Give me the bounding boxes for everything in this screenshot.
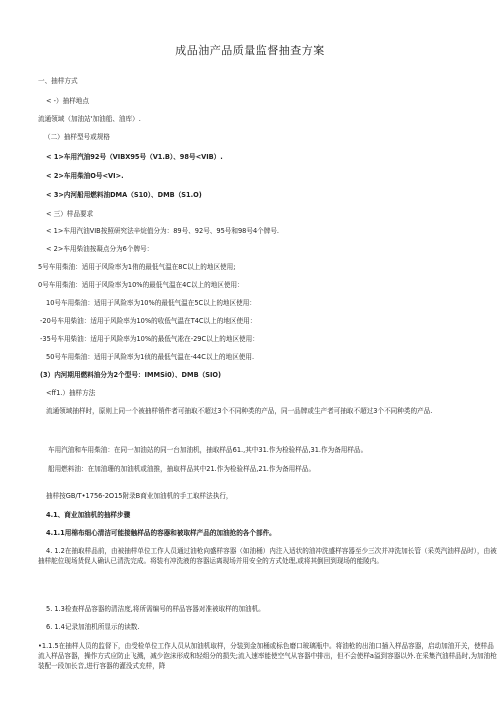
paragraph-line: 车用汽油和车用柴油：在同一加油站的同一台加油机，抽取样品61.,其中31.作为检验样品,31.作为备用样品。 (48, 446, 368, 454)
paragraph: 流通领域抽样时，原则上同一个被抽样销件者可抽取不超过3个不同种类的产品，同一品牌或生产者可抽取不超过3个不同种类的产品. (46, 407, 433, 415)
subheading-sampling-location: < -）抽样地点 (46, 97, 89, 105)
paragraph-line: 10号车用柴油：适用于风险率为10%的最低气温在5C以上的地区使用： (46, 299, 256, 307)
list-item: 4.1.1用棉布细心清洁可能接触样品的容器和被取样产品的加油抢的各个部件。 (46, 529, 276, 537)
list-item: 5. 1.3检查样品容器的清洁度,将所需编号的样品容器对准被取样的加油机。 (46, 605, 265, 613)
subheading-sampling-procedure: <ff1.）抽样方法 (46, 389, 96, 397)
paragraph-line: -35号车用柴油：适用于风险率为10%的最低气凇在-29C以上的地区使用： (40, 335, 259, 343)
paragraph-line: 0号车用柴油：适用于风险率为10%的最低气温在4C以上的地区使用： (38, 281, 244, 289)
list-item: 6. 1.4记录加油机所显示的读数. (46, 623, 140, 631)
list-item: < 2>车用柴油按凝点分为6个牌号： (46, 245, 154, 253)
document-title: 成品油产品质量监督抽查方案 (175, 44, 325, 57)
list-item: < 2>车用柴油O号<VI>. (46, 172, 124, 180)
paragraph-line: -20号车用柴油：适用于风险率为10%的收低气温在T4C以上的地区使用： (40, 317, 257, 325)
list-item: < 3>内河船用燃料油DMA（S10）、DMB（S1.O) (46, 191, 202, 199)
paragraph-line: 流通领域（加油站'加油船、油库）. (38, 115, 141, 123)
section-heading-sampling-method: 一、抽样方式 (38, 77, 78, 85)
paragraph-line: 50号车用柴油：适用于风险率为1侦的最低气温在-44C以上的地区使用. (46, 353, 255, 361)
list-item: (3）内河期用燃料油分为2个型号：IMMSi0）、DMB（SIO) (40, 371, 222, 379)
list-item: < 1>车用汽油VIB按照研究法辛烷值分为：89号、92号、95号和98号4个牌号. (46, 227, 280, 235)
subheading-sample-requirements: < 三）样品要求 (46, 210, 94, 218)
subheading-commercial-dispenser: 4.1、商业加油机的抽样步骤 (46, 511, 131, 519)
subheading-sample-models: （二）抽样型号或规格 (44, 133, 110, 141)
list-item: < 1>车用汽油92号（VIBX95号（V1.B）、98号<VIB）. (46, 153, 223, 161)
paragraph-line: 5号车用柴油：适用于风险率为1侑的最低气温在8C以上的地区使用; (38, 263, 236, 271)
paragraph-line: 抽样按GB/T•1756-2O15附录B商业加油机的手工取样法执行， (46, 492, 233, 500)
paragraph: •1.1.5在抽样人员的监督下，由受检单位工作人员从加油机取样，分装到金加桶或标色磨口玻璃瓶中。将油枪的出油口插入样品容器，启动加油开关，使样品流入样品容器，操作方式应防止飞溅，减少泡沫形成和轻组分的损失;流入速率能使空气从容器中排出，但不会使样a溢到容器以外.在采集汽油样品时,为加油枪装配一段加长音,进行容器的灌没式充样，降 (38, 642, 497, 670)
paragraph-line: 船用燃料油：在加油珊的加油机或油推，抽取样品其中21.作为检验样品,21.作为备用样品。 (48, 465, 316, 473)
paragraph: 4. 1.2在抽取样品前，由被抽样单位工作人员通过油枪向盛样容器（如油桶）内注入适状的油冲洗盛样容器至少三次并冲洗加长管（采英汽油样品时），由被抽样舵位现场货促人确认已清洗完成。将装有冲洗液的容器运离现场并用安全的方式处理,或将其倒回到现场的能陵内。 (38, 547, 497, 565)
